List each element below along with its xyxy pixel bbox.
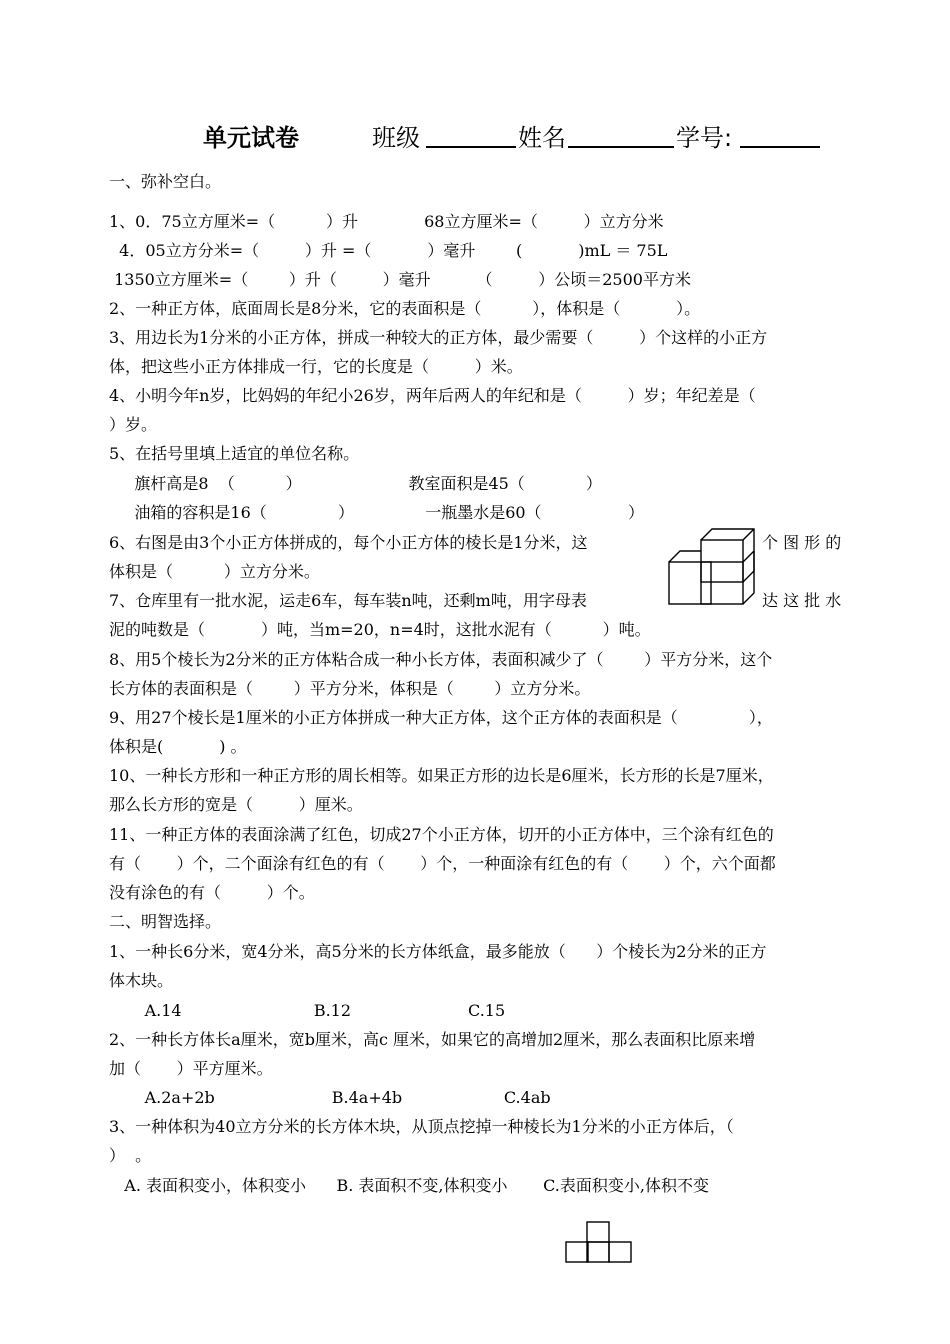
class-label: 班级 — [372, 124, 420, 152]
mc1-line-2: 体木块。 — [109, 971, 174, 990]
q7-line-2: 泥的吨数是（ ）吨，当m=20，n=4时，这批水泥有（ ）吨。 — [109, 620, 651, 639]
id-label: 学号: — [676, 124, 733, 152]
exam-title: 单元试卷 — [203, 124, 299, 152]
section-2-heading: 二、明智选择。 — [109, 912, 222, 931]
exam-header — [0, 118, 950, 154]
q3-line-1: 3、用边长为1分米的小正方体，拼成一种较大的正方体，最少需要（ ）个这样的小正方 — [109, 328, 768, 347]
mc3-line-1: 3、一种体积为40立方分米的长方体木块，从顶点挖掉一种棱长为1分米的小正方体后，（ — [109, 1117, 734, 1136]
mc1-options: A.14 B.12 C.15 — [109, 1001, 506, 1020]
q1-line-2: 4．05立方分米=（ ）升 =（ ）毫升 ( )mL ＝ 75L — [109, 241, 668, 260]
q8-line-1: 8、用5个棱长为2分米的正方体粘合成一种小长方体，表面积减少了（ ）平方分米，这个 — [109, 650, 773, 669]
name-blank[interactable] — [568, 146, 674, 148]
q9-line-1: 9、用27个棱长是1厘米的小正方体拼成一种大正方体，这个正方体的表面积是（ ）， — [109, 708, 773, 727]
class-blank[interactable] — [426, 146, 516, 148]
q6-line-1: 6、右图是由3个小正方体拼成的，每个小正方体的棱长是1分米，这 — [109, 533, 588, 552]
q11-line-1: 11、一种正方体的表面涂满了红色，切成27个小正方体，切开的小正方体中，三个涂有红色的 — [109, 825, 774, 844]
q5-line-2: 旗杆高是8 （ ） 教室面积是45（ ） — [109, 474, 602, 493]
q4-line-1: 4、小明今年n岁，比妈妈的年纪小26岁，两年后两人的年纪和是（ ）岁；年纪差是（ — [109, 386, 756, 405]
q1-line-1: 1、0．75立方厘米=（ ）升 68立方厘米=（ ）立方分米 — [109, 212, 664, 231]
q3-line-2: 体，把这些小正方体排成一行，它的长度是（ ）米。 — [109, 357, 523, 376]
q11-line-3: 没有涂色的有（ ）个。 — [109, 883, 315, 902]
q7-line-1-tail: 达 这 批 水 — [762, 591, 842, 610]
section-1-heading: 一、弥补空白。 — [109, 172, 222, 191]
q2-line: 2、一种正方体，底面周长是8分米，它的表面积是（ ），体积是（ ）。 — [109, 299, 701, 318]
q10-line-2: 那么长方形的宽是（ ）厘米。 — [109, 795, 363, 814]
q4-line-2: ）岁。 — [109, 415, 158, 434]
q1-line-3: 1350立方厘米=（ ）升（ ）毫升 （ ）公顷＝2500平方米 — [109, 270, 691, 289]
q5-line-3: 油箱的容积是16（ ） 一瓶墨水是60（ ） — [109, 503, 645, 522]
mc2-line-1: 2、一种长方体长a厘米，宽b厘米，高c 厘米，如果它的高增加2厘米，那么表面积比原来增 — [109, 1030, 756, 1049]
mc2-line-2: 加（ ）平方厘米。 — [109, 1059, 273, 1078]
q7-line-1: 7、仓库里有一批水泥，运走6车，每车装n吨，还剩m吨，用字母表 — [109, 591, 587, 610]
three-cubes-figure — [660, 522, 755, 608]
mc3-options: A. 表面积变小，体积变小 B. 表面积不变,体积变小 C.表面积变小,体积不变 — [109, 1176, 709, 1195]
id-blank[interactable] — [740, 146, 820, 148]
q10-line-1: 10、一种长方形和一种正方形的周长相等。如果正方形的边长是6厘米，长方形的长是7厘米， — [109, 766, 774, 785]
q6-line-1-tail: 个 图 形 的 — [762, 533, 842, 552]
mc2-options: A.2a+2b B.4a+4b C.4ab — [109, 1088, 551, 1107]
mc3-line-2: ） 。 — [109, 1146, 152, 1165]
name-label: 姓名 — [518, 124, 566, 152]
q8-line-2: 长方体的表面积是（ ）平方分米，体积是（ ）立方分米。 — [109, 679, 591, 698]
q5-line-1: 5、在括号里填上适宜的单位名称。 — [109, 444, 360, 463]
q9-line-2: 体积是( ) 。 — [109, 737, 247, 756]
mc1-line-1: 1、一种长6分米，宽4分米，高5分米的长方体纸盒，最多能放（ ）个棱长为2分米的正方 — [109, 942, 767, 961]
q11-line-2: 有（ ）个，二个面涂有红色的有（ ）个，一种面涂有红色的有（ ）个，六个面都 — [109, 854, 776, 873]
q6-line-2: 体积是（ ）立方分米。 — [109, 562, 320, 581]
square-net-figure — [563, 1218, 635, 1266]
